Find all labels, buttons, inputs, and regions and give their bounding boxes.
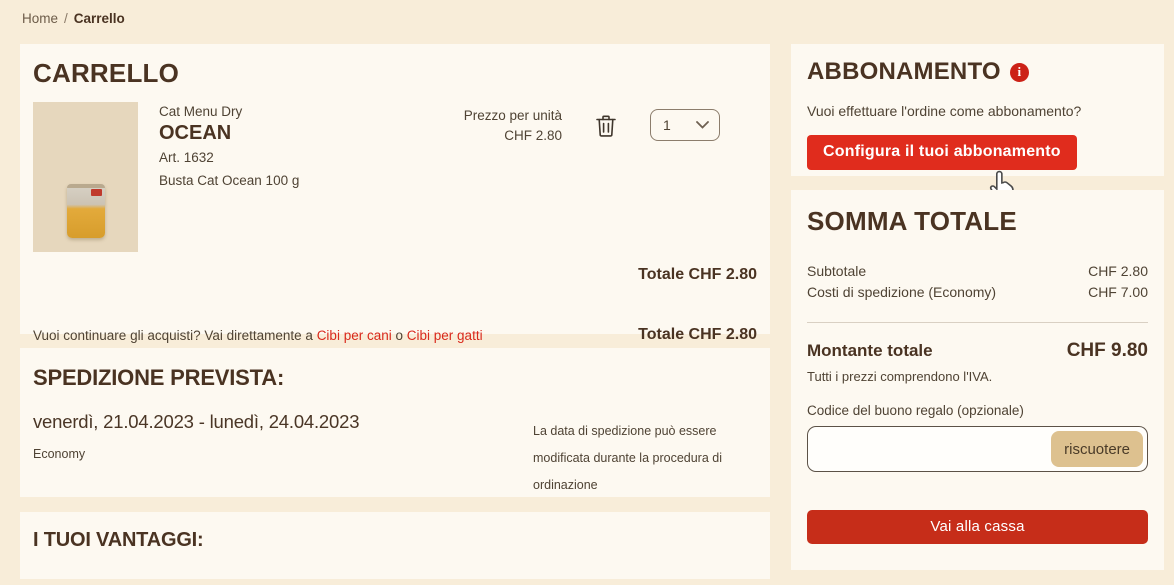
product-name-link[interactable]: OCEAN [159,122,232,144]
subscription-title: ABBONAMENTO [807,58,1001,85]
summary-divider [807,322,1148,323]
continue-text-label: Vuoi continuare gli acquisti? Vai direttamente a [33,327,313,343]
product-image[interactable] [33,102,138,252]
shipping-panel [20,348,770,497]
vat-note: Tutti i prezzi comprendono l'IVA. [807,369,993,384]
order-summary-panel [791,190,1164,570]
redeem-voucher-button[interactable]: riscuotere [1051,431,1143,467]
product-article-number: Art. 1632 [159,150,214,165]
main-column [20,44,770,579]
breadcrumb-separator: / [64,11,68,26]
product-info [159,102,299,252]
remove-item-wrap [562,102,650,252]
continue-shopping-text [33,328,483,343]
sidebar-column [791,44,1164,579]
item-controls [427,102,757,252]
quantity-select[interactable] [650,109,720,141]
shipping-cost-value: CHF 7.00 [1088,284,1148,300]
product-description: Busta Cat Ocean 100 g [159,173,300,188]
cart-panel [20,44,770,343]
breadcrumb-home-link[interactable]: Home [22,11,59,26]
unit-price-value: CHF 2.80 [504,128,562,143]
dogs-food-link[interactable]: Cibi per cani [316,327,392,343]
cats-food-link[interactable]: Cibi per gatti [406,327,483,343]
voucher-box [807,426,1148,472]
chevron-down-icon [696,121,709,129]
grand-total-row [807,340,1148,362]
quantity-wrap [650,102,720,252]
summary-title: SOMMA TOTALE [807,206,1017,236]
item-line-total: Totale CHF 2.80 [638,266,757,283]
cart-item-row [33,102,757,252]
cart-title: CARRELLO [33,58,180,88]
subscription-panel [791,44,1164,176]
benefits-panel [20,512,770,579]
summary-rows [807,261,1148,303]
unit-price-label: Prezzo per unità [463,108,562,123]
trash-icon [595,114,617,138]
remove-item-button[interactable] [595,114,617,138]
subtotal-label: Subtotale [807,263,867,279]
link-joiner: o [395,327,404,343]
grand-total-value: CHF 9.80 [1066,340,1148,361]
cart-bottom-row [33,326,757,344]
benefits-title: I TUOI VANTAGGI: [33,529,204,551]
subtotal-value: CHF 2.80 [1088,263,1148,279]
checkout-button[interactable]: Vai alla cassa [807,510,1148,544]
page-layout [20,44,1164,579]
configure-subscription-button[interactable]: Configura il tuoi abbonamento [807,135,1077,170]
shipping-date-range: venerdì, 21.04.2023 - lunedì, 24.04.2023 [33,411,360,432]
shipping-title: SPEDIZIONE PREVISTA: [33,365,285,390]
summary-row-subtotal [807,261,1148,282]
quantity-value: 1 [663,117,671,133]
shipping-note: La data di spedizione può essere modificata durante la procedura di ordinazione [533,424,723,492]
product-category: Cat Menu Dry [159,104,243,119]
subscription-header [807,58,1148,86]
subscription-question: Vuoi effettuare l'ordine come abbonamento? [807,103,1082,119]
shipping-cost-label: Costi di spedizione (Economy) [807,284,997,300]
info-icon[interactable]: i [1010,63,1029,82]
voucher-label: Codice del buono regalo (opzionale) [807,403,1024,418]
grand-total-label: Montante totale [807,341,933,360]
unit-price-block [427,102,562,252]
shipping-method: Economy [33,447,86,461]
breadcrumb [22,11,125,26]
product-pouch-graphic [67,184,105,238]
breadcrumb-current: Carrello [73,11,125,26]
summary-row-shipping [807,282,1148,303]
cart-total: Totale CHF 2.80 [638,326,757,343]
